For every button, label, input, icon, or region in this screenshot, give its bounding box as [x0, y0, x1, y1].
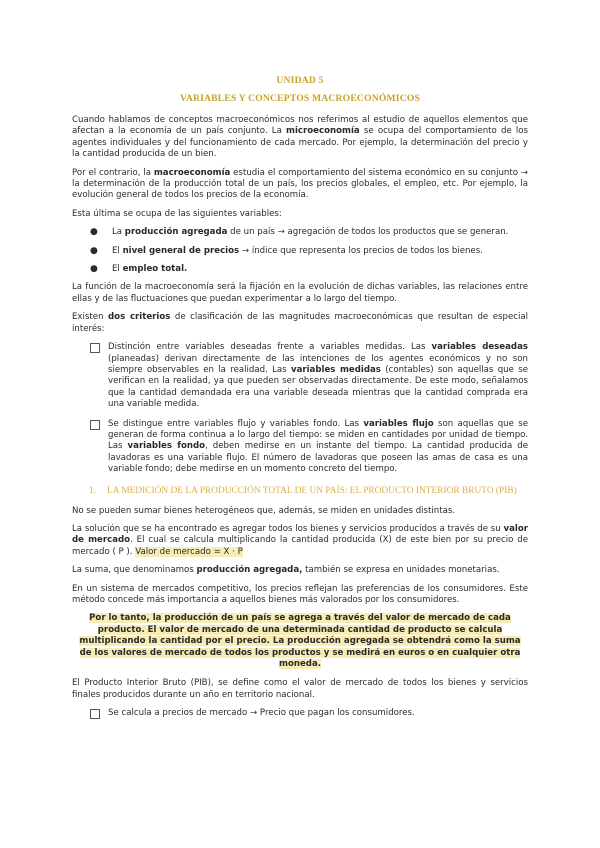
checkbox-icon[interactable]	[90, 420, 100, 430]
checklist-item: Se distingue entre variables flujo y variables fondo. Las variables flujo son aquellas que se generan de forma continua a lo largo del tiempo: se miden en cantidades por unidad de tiempo. Las variables fondo, deben medirse en un instante del tiempo. La cantidad producida de lavadoras es una variable flujo. El número de lavadoras que poseen las amas de casa es una variable fondo; debe medirse en un momento concreto del tiempo.	[90, 419, 528, 476]
criteria-checklist	[90, 342, 528, 475]
list-item: ● El nivel general de precios → índice que representa los precios de todos los bienes.	[90, 245, 483, 256]
bullet-icon: ●	[90, 264, 98, 275]
paragraph-criteria: Existen dos criterios de clasificación de las magnitudes macroeconómicas que resultan de especial interés:	[72, 312, 528, 334]
paragraph-competitive: En un sistema de mercados competitivo, los precios reflejan las preferencias de los consumidores. Este método concede más importancia a aquellos bienes más valorados por los consumidores.	[72, 583, 528, 605]
paragraph-variables-intro: Esta última se ocupa de las siguientes variables:	[72, 208, 282, 219]
paragraph-macro: Por el contrario, la macroeconomía estudia el comportamiento del sistema económico en su conjunto → la determinación de la producción total de un país, los precios globales, el empleo, etc. Por ejemplo, la evolución general de todos los precios de la economía.	[72, 167, 529, 201]
list-item: ● El empleo total.	[90, 264, 188, 275]
unit-heading: UNIDAD 5	[276, 75, 324, 86]
paragraph-heterogeneous: No se pueden sumar bienes heterogéneos que, además, se miden en unidades distintas.	[72, 505, 456, 516]
paragraph-intro: Cuando hablamos de conceptos macroeconómicos nos referimos al estudio de aquellos elementos que afectan a la economía de un país conjunto. La microeconomía se ocupa del comportamiento de los agentes individuales y del funcionamiento de cada mercado. Por ejemplo, la determinación del precio y la cantidad producida de un bien.	[72, 115, 528, 160]
paragraph-pib-definition: El Producto Interior Bruto (PIB), se define como el valor de mercado de todos los bienes y servicios finales producidos durante un año en territorio nacional.	[72, 678, 528, 700]
page-title: VARIABLES Y CONCEPTOS MACROECONÓMICOS	[179, 93, 421, 104]
paragraph-solution: La solución que se ha encontrado es agregar todos los bienes y servicios producidos a través de su valor de mercado. El cual se calcula multiplicando la cantidad producida (X) de este bien por su precio de mercado ( P ). Valor de mercado = X · P	[72, 523, 528, 557]
formula-highlight: Valor de mercado = X · P	[135, 546, 243, 557]
section-heading: 1. LA MEDICIÓN DE LA PRODUCCIÓN TOTAL DE UN PAÍS: EL PRODUCTO INTERIOR BRUTO (PIB)	[89, 485, 517, 496]
paragraph-sum: La suma, que denominamos producción agregada, también se expresa en unidades monetarias.	[72, 565, 500, 576]
checklist-item: Se calcula a precios de mercado → Precio que pagan los consumidores.	[90, 708, 528, 719]
checkbox-icon[interactable]	[90, 343, 100, 353]
pib-checklist	[90, 708, 528, 719]
checklist-item: Distinción entre variables deseadas frente a variables medidas. Las variables deseadas (planeadas) derivan directamente de las intenciones de los agentes económicos y no son siempre observables en la realidad. Las variables medidas (contables) son aquellas que se verifican en la realidad, ya que pueden ser observadas directamente. De este modo, señalamos que la cantidad demandada era una variable deseada mientras que la cantidad comprada era una variable medida.	[90, 342, 528, 410]
bullet-icon: ●	[90, 245, 98, 256]
list-item: ● La producción agregada de un país → agregación de todos los productos que se generan.	[90, 227, 509, 238]
highlight-summary: Por lo tanto, la producción de un país se agrega a través del valor de mercado de cada producto. El valor de mercado de una determinada cantidad de producto se calcula multiplicando la cantidad por el precio. La producción agregada se obtendrá como la suma de los valores de mercado de todos los productos y se medirá en euros o en cualquier otra moneda.	[79, 613, 521, 670]
bullet-icon: ●	[90, 227, 98, 238]
paragraph-function: La función de la macroeconomía será la fijación en la evolución de dichas variables, las relaciones entre ellas y de las fluctuaciones que puedan experimentar a lo largo del tiempo.	[72, 282, 528, 304]
variables-list	[90, 227, 528, 275]
checkbox-icon[interactable]	[90, 709, 100, 719]
